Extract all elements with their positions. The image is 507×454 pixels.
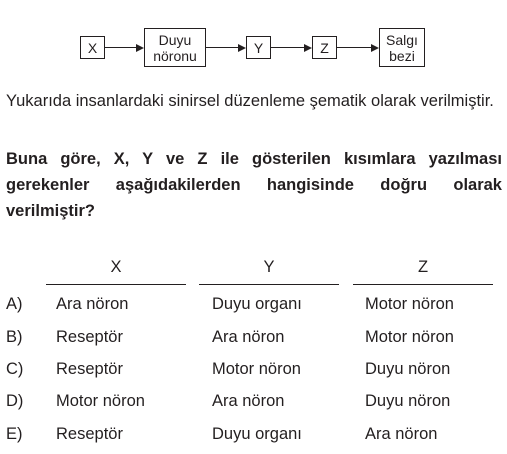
arrow-y-to-z xyxy=(271,47,304,48)
question-stem: Buna göre, X, Y ve Z ile gösterilen kısımlara yazılması gerekenler aşağıdakilerden hangisinde doğru olarak verilmiştir? xyxy=(6,150,502,220)
option-letter-e[interactable]: E) xyxy=(6,425,23,443)
node-salgi-bezi: Salgı bezi xyxy=(379,28,425,67)
arrow-x-to-duyu xyxy=(105,47,136,48)
option-d-x: Motor nöron xyxy=(56,392,145,410)
option-b-z: Motor nöron xyxy=(365,328,454,346)
arrowhead xyxy=(371,44,379,52)
option-letter-b[interactable]: B) xyxy=(6,328,23,346)
option-e-x: Reseptör xyxy=(56,425,123,443)
arrow-z-to-salgi xyxy=(337,47,371,48)
option-letter-d[interactable]: D) xyxy=(6,392,24,410)
option-e-z: Ara nöron xyxy=(365,425,438,443)
option-letter-a[interactable]: A) xyxy=(6,295,23,313)
option-a-y: Duyu organı xyxy=(212,295,302,313)
header-rule-y xyxy=(199,284,339,285)
option-d-z: Duyu nöron xyxy=(365,392,451,410)
header-y: Y xyxy=(263,258,275,276)
option-a-z: Motor nöron xyxy=(365,295,454,313)
option-b-x: Reseptör xyxy=(56,328,123,346)
question-intro: Yukarıda insanlardaki sinirsel düzenleme şematik olarak verilmiştir. xyxy=(6,92,494,110)
header-x: X xyxy=(110,258,122,276)
header-rule-z xyxy=(353,284,493,285)
option-a-x: Ara nöron xyxy=(56,295,129,313)
option-c-z: Duyu nöron xyxy=(365,360,451,378)
node-x: X xyxy=(80,36,105,59)
header-z: Z xyxy=(417,258,429,276)
node-y: Y xyxy=(246,36,271,59)
option-e-y: Duyu organı xyxy=(212,425,302,443)
node-z: Z xyxy=(312,36,337,59)
option-b-y: Ara nöron xyxy=(212,328,285,346)
option-c-y: Motor nöron xyxy=(212,360,301,378)
node-duyu-noronu: Duyu nöronu xyxy=(144,28,206,67)
option-d-y: Ara nöron xyxy=(212,392,285,410)
arrowhead xyxy=(136,44,144,52)
arrow-duyu-to-y xyxy=(206,47,238,48)
arrowhead xyxy=(304,44,312,52)
option-c-x: Reseptör xyxy=(56,360,123,378)
arrowhead xyxy=(238,44,246,52)
header-rule-x xyxy=(46,284,186,285)
option-letter-c[interactable]: C) xyxy=(6,360,24,378)
